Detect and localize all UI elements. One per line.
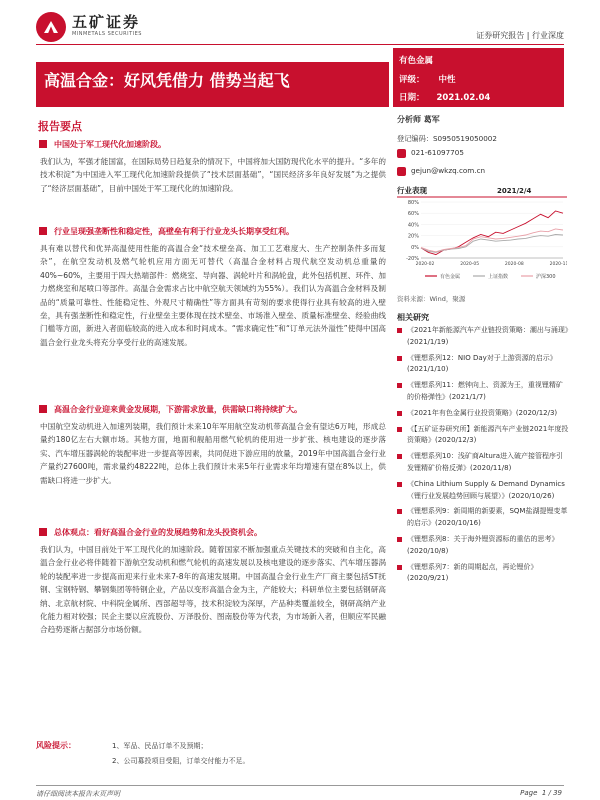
chart-series-line bbox=[421, 211, 563, 255]
analyst-heading: 分析师 葛军 bbox=[397, 115, 440, 124]
analyst-reg: 登记编码：S0950519050002 bbox=[397, 134, 497, 143]
analyst-email-row bbox=[397, 166, 567, 176]
list-bullet-icon bbox=[397, 411, 402, 416]
paragraph-3: 中国航空发动机进入加速列装期，我们预计未来10年军用航空发动机带高温合金有望达6万吨，形成总量约180亿左右大额市场。其他方面，地面和舰船用燃气轮机的使用进一步扩张、核电建设的逐步落实、汽车增压器涡轮的装配率进一步提高等因素，共同促进下游应用的放量，2019年中国高温合金行业产量约27600吨，需求量约48222吨，总体上我们预计未来5年行业需求年均增速有望在8%以上，供需缺口将进一步扩大。 bbox=[40, 422, 386, 485]
chart-x-tick: 2020-08 bbox=[504, 262, 524, 267]
bullet-icon bbox=[39, 227, 47, 235]
report-title: 高温合金：好风凭借力 借势当起飞 bbox=[36, 62, 389, 107]
key-point-1 bbox=[36, 138, 386, 151]
related-research-item[interactable] bbox=[397, 534, 569, 558]
rating-label: 评级： bbox=[399, 75, 425, 85]
page-label: Page bbox=[520, 789, 538, 797]
chart-date: 2021/2/4 bbox=[497, 187, 532, 195]
chart-y-tick: -20% bbox=[406, 256, 419, 262]
key-point-3-text: 高温合金行业迎来黄金发展期，下游需求放量，供需缺口将持续扩大。 bbox=[54, 405, 302, 414]
chart-x-tick: 2020-05 bbox=[460, 262, 480, 267]
phone-icon bbox=[397, 149, 406, 158]
page-value: 1 / 39 bbox=[541, 789, 562, 797]
logo-mark-icon bbox=[36, 12, 66, 42]
chart-title: 行业表现 bbox=[397, 186, 427, 195]
key-point-1-text: 中国处于军工现代化加速阶段。 bbox=[54, 140, 166, 149]
chart-y-tick: 40% bbox=[407, 222, 419, 229]
email-icon bbox=[397, 167, 406, 176]
analyst-phone-row bbox=[397, 148, 567, 158]
related-research-item[interactable] bbox=[397, 562, 569, 586]
related-research-text: 《锂想系列12：NIO Day对于上游资源的启示》(2021/1/10) bbox=[407, 353, 557, 374]
paragraph-2: 具有难以替代和优异高温使用性能的高温合金“技术壁垒高、加工工艺难度大、生产控制条件多而复杂”，在航空发动机及燃气轮机应用方面无可替代（高温合金材料占现代航空发动机总重量的40%~60%，主要用于四大热端部件：燃烧室、导向器、涡轮叶片和涡轮盘，此外包括机匣、环件、加力燃烧室和尾喷口等部件。高温合金需求占比中航空航天领域约为55%）。我们认为高温合金材料及制品的“质量可靠性、性能稳定性、外观尺寸精确性”等方面具有苛刻的要求使得行业具有较高的进入壁垒，具有强垄断性和稳定性，行业壁垒主要体现在技术壁垒、市场准入壁垒、质量标准壁垒、经验曲线门槛等方面，新进入者面临较高的进入成本和时间成本。“需求确定性”和“订单元法外溢性”使得中国高温合金行业龙头将充分享受行业的高速发展。 bbox=[40, 244, 386, 347]
date-row bbox=[399, 91, 490, 103]
related-research-item[interactable] bbox=[397, 451, 569, 475]
date-value: 2021.02.04 bbox=[436, 93, 491, 103]
related-research-text: 《China Lithium Supply & Demand Dynamics（锂行业发展趋势回顾与展望）》(2020/10/26) bbox=[407, 479, 565, 500]
rating-row bbox=[399, 73, 456, 85]
list-bullet-icon bbox=[397, 328, 402, 333]
rating-value: 中性 bbox=[438, 75, 456, 85]
chart-legend-label: 上证指数 bbox=[488, 274, 509, 280]
related-research-item[interactable] bbox=[397, 325, 569, 349]
list-bullet-icon bbox=[397, 454, 402, 459]
logo-text-en: MINMETALS SECURITIES bbox=[72, 31, 142, 37]
list-bullet-icon bbox=[397, 356, 402, 361]
footer-disclaimer[interactable]: 请仔细阅读本报告末页声明 bbox=[36, 790, 120, 798]
footer-divider bbox=[36, 785, 564, 786]
industry-name: 有色金属 bbox=[399, 56, 434, 66]
risk-item: 1、军品、民品订单不及预期； bbox=[112, 742, 208, 750]
related-research-text: 《锂想系列9：新周期的新要素，SQM盐湖提锂变革的启示》(2020/10/16) bbox=[407, 507, 568, 528]
bullet-icon bbox=[39, 528, 47, 536]
chart-svg bbox=[397, 184, 567, 284]
info-box bbox=[393, 48, 564, 107]
list-bullet-icon bbox=[397, 537, 402, 542]
header-divider bbox=[36, 44, 564, 45]
related-research-item[interactable] bbox=[397, 353, 569, 377]
chart-x-tick: 2020-02 bbox=[415, 262, 435, 267]
chart-legend-label: 沪深300 bbox=[536, 274, 556, 280]
related-research-text: 《锂想系列11：燃钟向上、资源为王，重视锂精矿的价格弹性》(2021/1/7) bbox=[407, 381, 563, 401]
chart-source: 资料来源：Wind，聚源 bbox=[397, 295, 466, 303]
related-research-list bbox=[397, 325, 569, 589]
chart-legend-label: 有色金属 bbox=[440, 274, 461, 280]
chart-y-tick: 60% bbox=[407, 211, 419, 218]
list-bullet-icon bbox=[397, 509, 402, 514]
list-bullet-icon bbox=[397, 565, 402, 570]
risk-label: 风险提示： bbox=[36, 741, 76, 750]
list-bullet-icon bbox=[397, 427, 402, 432]
date-label: 日期： bbox=[399, 93, 425, 103]
related-research-text: 《锂想系列10：浅矿商Altura进入破产接管程序引发锂精矿价格反弹》(2020/11/8) bbox=[407, 452, 563, 472]
key-point-4 bbox=[36, 526, 386, 539]
bullet-icon bbox=[39, 140, 47, 148]
chart-x-tick: 2020-11 bbox=[549, 262, 567, 267]
logo-text-cn: 五矿证券 bbox=[72, 13, 141, 31]
section-title: 报告要点 bbox=[38, 120, 82, 133]
related-research-title: 相关研究 bbox=[397, 313, 429, 322]
paragraph-4: 我们认为，中国目前处于军工现代化的加速阶段。随着国家不断加强重点关键技术的突破和自主化，高温合金行业必将伴随着下游航空发动机和燃气轮机的高速发展以及核电建设的逐步落实、汽车增压器涡轮的装配率进一步提高而迎来行业未来7-8年的高速发展期。中国高温合金行业生产厂商主要包括ST抚钢、宝钢特钢、攀钢集团等特钢企业，产品以变形高温合金为主，产能较大；科研单位主要包括钢研高纳、北京航材院、中科院金属所、西部超导等，技术积淀较为深厚，产品种类覆盖较全，钢研高纳产业化能力相对较强；民企主要以应流股份、万泽股份、图南股份等为代表，为市场新入者，但顺应军民融合趋势逐渐占据部分市场份额。 bbox=[40, 545, 386, 635]
related-research-item[interactable] bbox=[397, 408, 569, 420]
key-point-3 bbox=[36, 403, 386, 416]
page-number bbox=[520, 789, 562, 797]
report-type-label: 证券研究报告 | 行业深度 bbox=[476, 31, 564, 40]
related-research-item[interactable] bbox=[397, 380, 569, 404]
key-point-4-text: 总体观点：看好高温合金行业的发展趋势和龙头投资机会。 bbox=[54, 528, 262, 537]
key-point-2-text: 行业呈现强垄断性和稳定性，高壁垒有利于行业龙头长期享受红利。 bbox=[54, 227, 294, 236]
chart-y-tick: 20% bbox=[407, 233, 419, 240]
risk-item: 2、公司募投项目受阻，订单交付能力不足。 bbox=[112, 757, 250, 765]
related-research-text: 《【五矿证券研究所】新能源汽车产业链2021年度投资策略》(2020/12/3) bbox=[407, 424, 569, 445]
bullet-icon bbox=[39, 405, 47, 413]
related-research-text: 《锂想系列7：新的周期起点，再论锂价》(2020/9/21) bbox=[407, 562, 538, 583]
list-bullet-icon bbox=[397, 383, 402, 388]
related-research-text: 《2021年新能源汽车产业链投资策略：潮出与涌现》(2021/1/19) bbox=[407, 326, 569, 346]
list-bullet-icon bbox=[397, 482, 402, 487]
analyst-email[interactable]: gejun@wkzq.com.cn bbox=[411, 166, 486, 175]
analyst-phone: 021-61097705 bbox=[411, 148, 464, 157]
paragraph-1: 我们认为，军强才能国富，在国际局势日趋复杂的情况下，中国将加大国防现代化水平的提升。“多年的技术积淀”为中国进入军工现代化加速阶段提供了“技术层面基础”，“国民经济多年良好发展”为之提供了“经济层面基础”，目前中国处于军工现代化的加速阶段。 bbox=[40, 157, 386, 193]
related-research-item[interactable] bbox=[397, 424, 569, 448]
industry-performance-chart bbox=[397, 184, 567, 284]
chart-y-tick: 0% bbox=[411, 244, 419, 251]
key-point-2 bbox=[36, 225, 386, 238]
related-research-item[interactable] bbox=[397, 479, 569, 503]
chart-y-tick: 80% bbox=[407, 200, 419, 206]
company-logo bbox=[36, 10, 156, 42]
related-research-text: 《锂想系列8：关于海外锂资源标的重估的思考》(2020/10/8) bbox=[407, 534, 559, 555]
chart-plot-area bbox=[406, 200, 567, 280]
related-research-item[interactable] bbox=[397, 506, 569, 530]
related-research-text: 《2021年有色金属行业投资策略》(2020/12/3) bbox=[407, 408, 558, 417]
